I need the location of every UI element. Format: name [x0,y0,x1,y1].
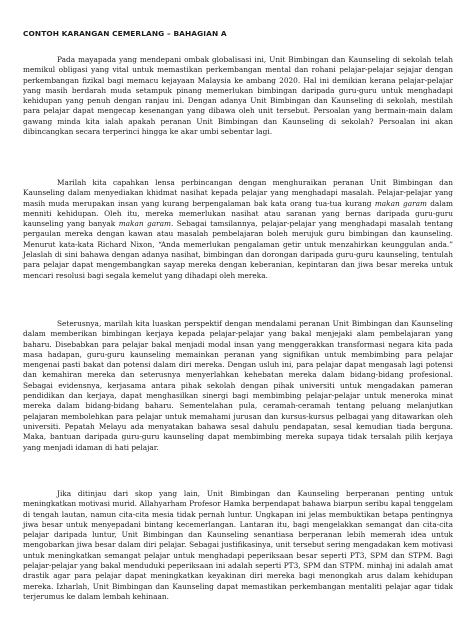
paragraph-text: dalam menniti kehidupan. Oleh itu, mereka memerlukan nasihat atau saranan yang bernas daripada guru-guru kaunseling yang banyak [23,198,453,229]
paragraph-introduction [23,55,453,137]
paragraph-point-2 [23,319,453,453]
paragraph-point-3 [23,489,453,602]
paragraph-text: Jika ditinjau dari skop yang lain, Unit Bimbingan dan Kaunseling berperanan penting untuk meningkatkan motivasi murid. Allahyarham Profesor Hamka berpendapat bahawa biarpun seribu kapal tenggelam di tengah lautan, namun cita-cita mesia tidak pernah luntur. Ungkapan ini jelas membuktikan betapa pentingnya jiwa besar untuk menyepadani bintang kecemerlangan. Lantaran itu, bagi mengelakkan semangat dan cita-cita pelajar daripada luntur, Unit Bimbingan dan Kaunseling senantiasa berperanan lebih memerah idea untuk mengobarkan jiwa besar dalam diri pelajar. Sebagai justifikasinya, unit tersebut sering mengadakan kem motivasi untuk meningkatkan semangat pelajar untuk menghadapi peperiksaan besar seperti PT3, SPM dan STPM. Bagi pelajar-pelajar yang bakal menduduki peperiksaan ini adalah seperti PT3, SPM dan STPM. minhaj ini adalah amat drastik agar para pelajar dapat meningkatkan keyakinan diri mereka bagi menongkah arus dalam kehidupan mereka. Izharlah, Unit Bimbingan dan Kaunseling dapat memastikan perkembangan mentaliti pelajar agar tidak terjerumus ke dalam lembah kehinaan. [23,489,453,601]
paragraph-text: . Sebagai tamsilannya, pelajar-pelajar yang menghadapi masalah tentang pergaulan mereka dengan kawan atau masalah pembelajaran boleh merujuk guru bimbingan dan kaunseling. Menurut kata-kata Richard Nixon, “Anda memerlukan pengalaman getir untuk menzahirkan keunggulan anda.” Jelaslah di sini bahawa dengan adanya nasihat, bimbingan dan dorongan daripada guru-guru kaunseling, tentulah para pelajar dapat mengembangkan sayap mereka dengan keberanian, kepintaran dan jiwa besar mereka untuk mencari resolusi bagi segala kemelut yang dihadapi oleh mereka. [23,219,454,280]
italic-phrase: makan garam [374,198,427,208]
paragraph-text: Pada mayapada yang mendepani ombak globalisasi ini, Unit Bimbingan dan Kaunseling di sekolah telah memikul obligasi yang vital untuk memastikan perkembangan mental dan rohani pelajar-pelajar sejajar dengan perkembangan fizikal bagi memacu kejayaan Malaysia ke ambang 2020. Hal ini demikian kerana pelajar-pelajar yang masih berdarah muda setampuk pinang memerlukan bimbingan daripada guru-guru untuk menghadapi kehidupan yang penuh dengan ranjau ini. Dengan adanya Unit Bimbingan dan Kaunseling di sekolah, mestilah para pelajar dapat mengecap kesenangan yang dibawa oleh unit tersebut. Persoalan yang bermain-main dalam gawang minda kita ialah apakah peranan Unit Bimbingan dan Kaunseling di sekolah? Persoalan ini akan dibincangkan secara terperinci hingga ke akar umbi sebentar lagi. [23,55,453,137]
italic-phrase: makan garam [118,219,171,229]
document-title: CONTOH KARANGAN CEMERLANG – BAHAGIAN A [23,29,227,38]
paragraph-text: Marilah kita capahkan lensa perbincangan dengan menghuraikan peranan Unit Bimbingan dan Kaunseling dalam menyediakan khidmat nasihat kepada pelajar yang menghadapi masalah. Pelajar-pelajar yang masih muda merupakan insan yang kurang berpengalaman bak kata orang tua-tua kurang [23,178,453,208]
paragraph-text: Seterusnya, marilah kita luaskan perspektif dengan mendalami peranan Unit Bimbingan dan Kaunseling dalam memberikan bimbingan kerjaya kepada pelajar-pelajar yang bakal menjejaki alam pembelajaran yang baharu. Disebabkan para pelajar bakal menjadi modal insan yang menggerakkan transformasi negara kita pada masa hadapan, guru-guru kaunseling memainkan peranan yang signifikan untuk membimbing para pelajar mengenai pasti bakat dan potensi dalam diri mereka. Dengan usluh ini, para pelajar dapat mengasah lagi potensi dan kemahiran mereka dan seterusnya menyerlahkan kehebatan mereka dalam bidang-bidang profesional. Sebagai evidensnya, kerjasama antara pihak sekolah dengan pihak universiti untuk mengadakan pameran pendidikan dan kerjaya, dapat menghasilkan sinergi bagi membimbing pelajar-pelajar untuk meneroka minat mereka dalam bidang-bidang baharu. Sementelahan pula, ceramah-ceramah tentang peluang melanjutkan pelajaran membolehkan para pelajar untuk memahami jurusan dan kursus-kursus pelbagai yang ditawarkan oleh universiti. Pepatah Melayu ada menyatakan bahawa sesal dahulu pendapatan, sesal kemudian tiada berguna. Maka, bantuan daripada guru-guru kaunseling dapat membimbing mereka supaya tidak tersalah pilih kerjaya yang menjadi idaman di hati pelajar. [23,319,453,452]
paragraph-point-1 [23,178,453,281]
